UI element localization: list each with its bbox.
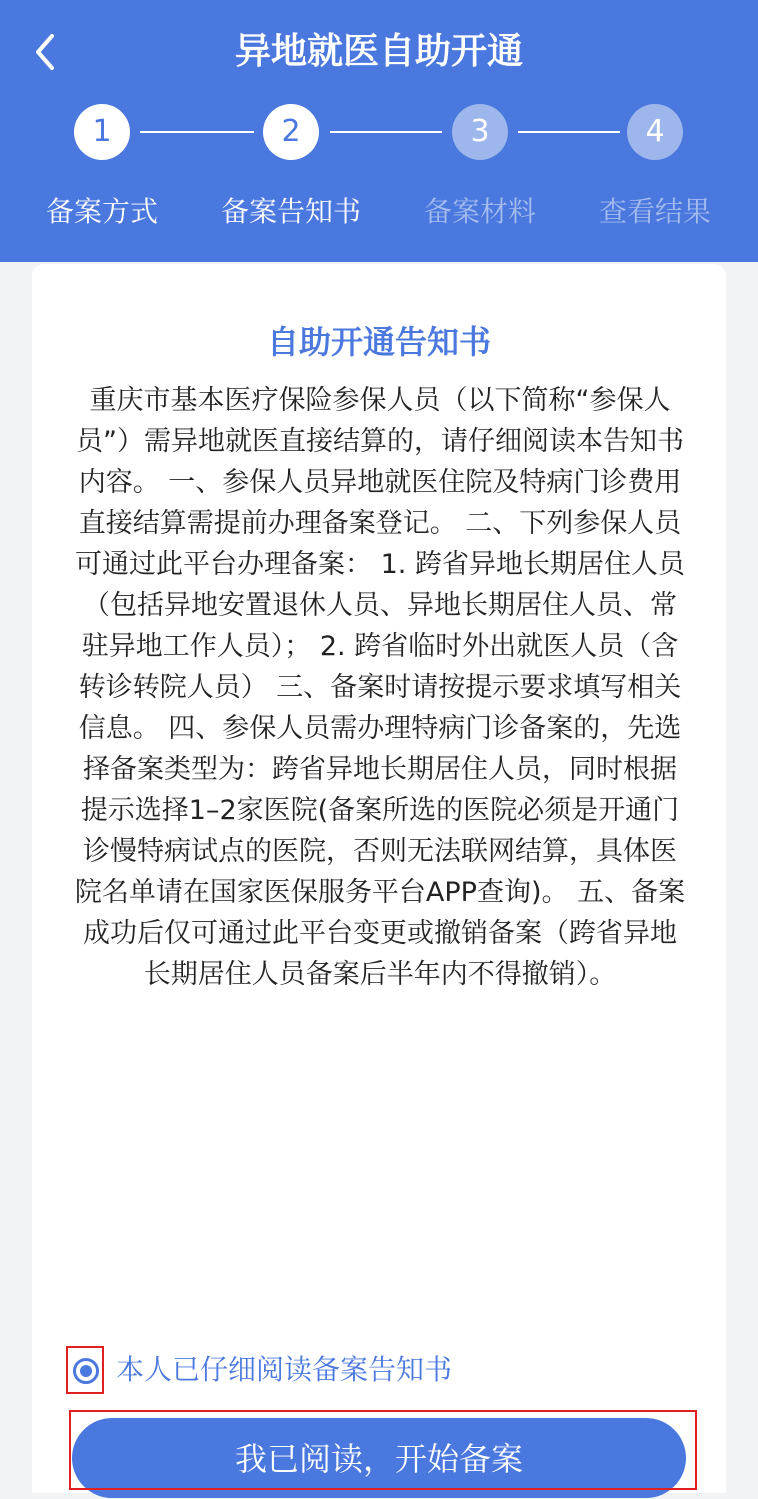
top-header xyxy=(0,0,758,262)
step-connector xyxy=(330,131,442,133)
step-2-circle: 2 xyxy=(263,104,319,160)
page-title: 异地就医自助开通 xyxy=(234,31,523,72)
step-connector xyxy=(140,131,254,133)
notice-title: 自助开通告知书 xyxy=(266,323,491,361)
notice-body: 重庆市基本医疗保险参保人员（以下简称“参保人员”）需异地就医直接结算的，请仔细阅读本告知书内容。 一、参保人员异地就医住院及特病门诊费用直接结算需提前办理备案登记。 二、下列参保人员可通过此平台办理备案： 1. 跨省异地长期居住人员（包括异地安置退休人员、异地长期居住人员、常驻异地工作人员）； 2. 跨省临时外出就医人员（含转诊转院人员） 三、备案时请按提示要求填写相关信息。 四、参保人员需办理特病门诊备案的，先选择备案类型为：跨省异地长期居住人员，同时根据提示选择1–2家医院(备案所选的医院必须是开通门诊慢特病试点的医院，否则无法联网结算，具体医院名单请在国家医保服务平台APP查询)。 五、备案成功后仅可通过此平台变更或撤销备案（跨省异地长期居住人员备案后半年内不得撤销）。 xyxy=(74,385,686,990)
step-2-label: 备案告知书 xyxy=(220,195,361,228)
radio-checked-icon xyxy=(80,1365,92,1377)
agree-radio-highlight[interactable] xyxy=(66,1346,104,1394)
start-button-highlight xyxy=(69,1410,697,1490)
step-4-circle: 4 xyxy=(627,104,683,160)
step-connector xyxy=(518,131,620,133)
start-filing-button[interactable]: 我已阅读，开始备案 xyxy=(72,1418,686,1498)
step-3-circle: 3 xyxy=(452,104,508,160)
agree-checkbox-row[interactable] xyxy=(66,1346,666,1398)
step-1-circle: 1 xyxy=(74,104,130,160)
step-3-label: 备案材料 xyxy=(423,195,536,228)
step-1-label: 备案方式 xyxy=(45,195,158,228)
agree-radio[interactable] xyxy=(73,1358,99,1384)
step-4-label: 查看结果 xyxy=(598,195,711,228)
agree-label[interactable]: 本人已仔细阅读备案告知书 xyxy=(116,1353,453,1386)
